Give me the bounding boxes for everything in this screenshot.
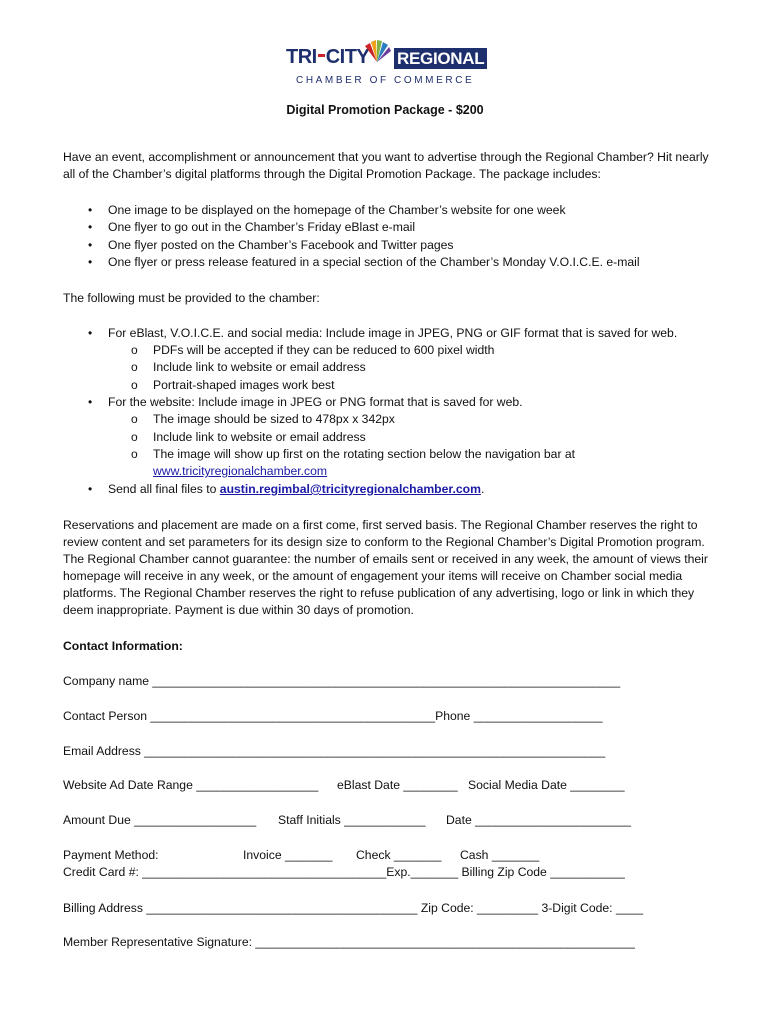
date-field[interactable]: Date _______________________	[446, 813, 632, 827]
amount-due-field[interactable]: Amount Due __________________	[63, 813, 257, 827]
sub-bullet-icon: o	[131, 447, 138, 461]
check-option[interactable]: Check _______	[356, 848, 442, 862]
chamber-logo	[286, 44, 486, 88]
list-item: The image should be sized to 478px x 342px	[153, 412, 395, 426]
signature-field[interactable]: Member Representative Signature: ________________________________________________________	[63, 935, 635, 949]
list-item: One flyer to go out in the Chamber’s Friday eBlast e-mail	[108, 220, 416, 234]
requirement-eblast: For eBlast, V.O.I.C.E. and social media: Include image in JPEG, PNG or GIF format that is saved for web.	[108, 326, 678, 340]
email-address-field[interactable]: Email Address ____________________________________________________________________	[63, 744, 606, 758]
logo-chamber-text: CHAMBER OF COMMERCE	[296, 75, 475, 86]
sub-bullet-icon: o	[131, 412, 138, 426]
contact-person-field[interactable]: Contact Person __________________________________________Phone ___________________	[63, 709, 603, 723]
sub-bullet-icon: o	[131, 378, 138, 392]
eblast-date-field[interactable]: eBlast Date ________	[337, 778, 458, 792]
requirements-intro: The following must be provided to the chamber:	[63, 291, 320, 305]
sub-bullet-icon: o	[131, 343, 138, 357]
contact-heading: Contact Information:	[63, 639, 183, 653]
terms-paragraph: Reservations and placement are made on a first come, first served basis. The Regional Chamber reserves the right to review content and set parameters for its design size to conform to the Regional Chamber’s Digital Promotion program. The Regional Chamber cannot guarantee: the number of emails sent or received in any week, the amount of views their homepage will receive in any week, or the amount of engagement your items will receive on Chamber social media platforms. The Regional Chamber reserves the right to refuse publication of any advertising, logo or link in which they deem inappropriate. Payment is due within 30 days of promotion.	[63, 518, 708, 617]
bullet-icon: •	[88, 395, 93, 409]
logo-wordmark	[286, 44, 369, 70]
bullet-icon: •	[88, 326, 93, 340]
bullet-icon: •	[88, 220, 93, 234]
logo-tri-text: TRI	[286, 45, 317, 68]
ad-date-range-field[interactable]: Website Ad Date Range __________________	[63, 778, 319, 792]
intro-paragraph: Have an event, accomplishment or announcement that you want to advertise through the Regional Chamber? Hit nearly all of the Chamber’s digital platforms through the Digital Promotion Package. The package includes:	[63, 150, 709, 181]
invoice-option[interactable]: Invoice _______	[243, 848, 333, 862]
page-title: Digital Promotion Package - $200	[286, 103, 484, 117]
payment-method-label: Payment Method:	[63, 848, 159, 862]
list-item: Portrait-shaped images work best	[153, 378, 335, 392]
cash-option[interactable]: Cash _______	[460, 848, 540, 862]
sub-bullet-icon: o	[131, 430, 138, 444]
bullet-icon: •	[88, 255, 93, 269]
logo-fan-icon	[362, 40, 392, 62]
bullet-icon: •	[88, 482, 93, 496]
staff-initials-field[interactable]: Staff Initials ____________	[278, 813, 426, 827]
list-item: Include link to website or email address	[153, 430, 366, 444]
list-item: One flyer posted on the Chamber’s Facebook and Twitter pages	[108, 238, 454, 252]
send-files-item	[108, 481, 484, 498]
company-name-field[interactable]: Company name _____________________________________________________________________	[63, 674, 621, 688]
list-item: The image will show up first on the rotating section below the navigation bar at	[153, 447, 576, 461]
email-link[interactable]: austin.regimbal@tricityregionalchamber.com	[219, 482, 481, 496]
bullet-icon: •	[88, 238, 93, 252]
bullet-icon: •	[88, 203, 93, 217]
logo-city-text: CITY	[325, 45, 370, 68]
credit-card-field[interactable]: Credit Card #: ____________________________________Exp._______ Billing Zip Code ___________	[63, 865, 625, 879]
sub-bullet-icon: o	[131, 360, 138, 374]
list-item: PDFs will be accepted if they can be reduced to 600 pixel width	[153, 343, 495, 357]
logo-regional-text: REGIONAL	[394, 48, 487, 69]
social-media-date-field[interactable]: Social Media Date ________	[468, 778, 625, 792]
list-item: One flyer or press release featured in a special section of the Chamber’s Monday V.O.I.C.E. e-mail	[108, 255, 640, 269]
requirement-website: For the website: Include image in JPEG or PNG format that is saved for web.	[108, 395, 523, 409]
list-item: One image to be displayed on the homepage of the Chamber’s website for one week	[108, 203, 566, 217]
send-suffix: .	[480, 482, 485, 496]
logo-dash-mark	[318, 54, 325, 57]
website-link[interactable]: www.tricityregionalchamber.com	[153, 464, 328, 478]
billing-address-field[interactable]: Billing Address ________________________________________ Zip Code: _________ 3-Digit Code: ____	[63, 901, 644, 915]
list-item: Include link to website or email address	[153, 360, 366, 374]
send-prefix: Send all final files to	[108, 482, 220, 496]
